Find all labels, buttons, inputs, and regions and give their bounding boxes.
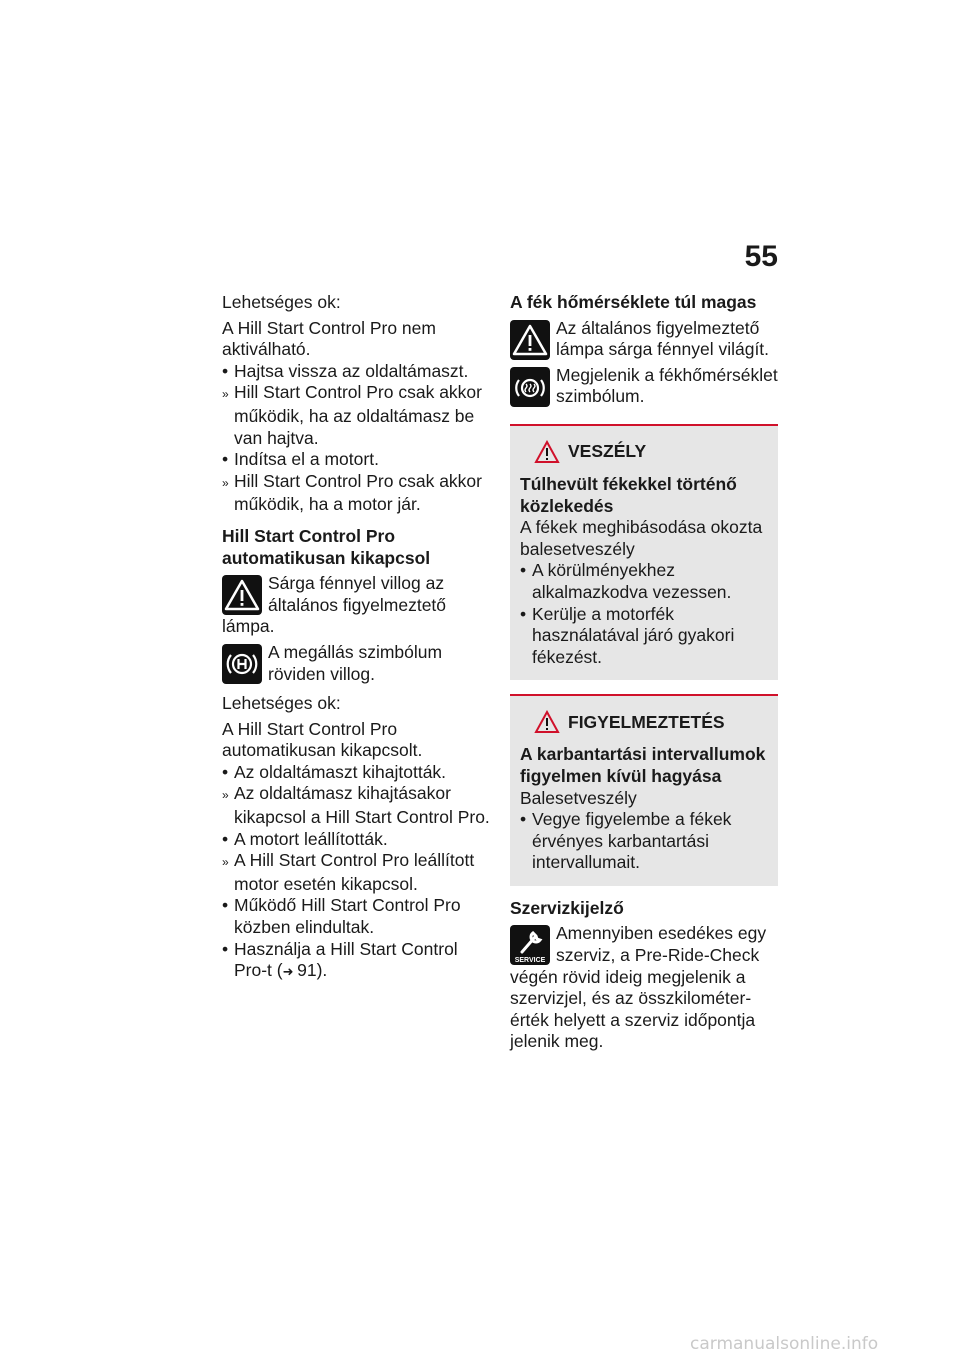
danger-title	[520, 440, 768, 464]
instruction-item: • Működő Hill Start Control Pro közben elindultak.	[222, 895, 490, 938]
hold-symbol-block	[222, 642, 490, 685]
instruction-item-with-reference	[222, 939, 490, 983]
page-reference-link[interactable]: 91	[297, 960, 317, 981]
cause-text: A Hill Start Control Pro automatikusan kikapcsolt.	[222, 718, 423, 761]
brake-temp-block	[510, 365, 778, 408]
service-wrench-icon	[510, 925, 550, 965]
brake-symbol-text: Megjelenik a fékhőmérséklet szimbólum.	[556, 364, 778, 407]
danger-triangle-icon	[534, 440, 560, 464]
causes-label: Lehetséges ok:	[222, 693, 341, 714]
warning-subtitle: A karbantartási intervallumok figyelmen kívül hagyása	[520, 744, 766, 786]
left-column	[222, 292, 490, 983]
result-item: » Hill Start Control Pro csak akkor működik, ha a motor jár.	[222, 471, 490, 516]
warning-light-block	[510, 318, 778, 361]
warning-light-text: Sárga fénnyel villog az általános figyelmeztető lámpa.	[222, 573, 447, 637]
warning-bullet: • Vegye figyelembe a fékek érvényes karbantartási intervallumait.	[520, 809, 768, 874]
reference-prefix: Használja a Hill Start Control Pro-t (	[234, 938, 458, 981]
danger-subtitle: Túlhevült fékekkel történő közlekedés	[520, 473, 737, 516]
service-text: Amennyiben esedékes egy szerviz, a Pre-Ride-Check végén rövid ideig megjelenik a szervizjel, és az összkilométer-érték helyett a szerviz időpontja jelenik meg.	[510, 923, 767, 1052]
danger-title-label: VESZÉLY	[568, 441, 647, 462]
result-item: » Az oldaltámasz kihajtásakor kikapcsol a Hill Start Control Pro.	[222, 783, 490, 828]
watermark: carmanualsonline.info	[690, 1334, 879, 1354]
warning-box	[510, 694, 778, 886]
warning-title	[520, 710, 768, 734]
danger-bullet: • Kerülje a motorfék használatával járó gyakori fékezést.	[520, 604, 768, 669]
section-heading: A fék hőmérséklete túl magas	[510, 292, 757, 312]
instruction-item: • Az oldaltámaszt kihajtották.	[222, 762, 490, 784]
instruction-item: • Indítsa el a motort.	[222, 449, 490, 471]
cause-text: A Hill Start Control Pro nem aktiválható.	[222, 317, 436, 360]
danger-bullet: • A körülményekhez alkalmazkodva vezessen.	[520, 560, 768, 603]
warning-text: Balesetveszély	[520, 787, 637, 808]
result-item: » A Hill Start Control Pro leállított motor esetén kikapcsol.	[222, 850, 490, 895]
danger-text: A fékek meghibásodása okozta balesetveszély	[520, 517, 763, 559]
result-item: » Hill Start Control Pro csak akkor működik, ha az oldaltámasz be van hajtva.	[222, 382, 490, 449]
hill-hold-icon	[222, 644, 262, 684]
general-warning-icon	[222, 575, 262, 615]
service-block	[510, 923, 778, 1053]
page-number: 55	[744, 240, 778, 273]
general-warning-icon	[510, 320, 550, 360]
warning-triangle-icon	[534, 710, 560, 734]
warning-title-label: FIGYELMEZTETÉS	[568, 711, 725, 732]
svg-text:SERVICE: SERVICE	[514, 957, 546, 965]
instruction-item: • Hajtsa vissza az oldaltámaszt.	[222, 361, 490, 383]
service-heading: Szervizkijelző	[510, 897, 624, 918]
danger-box	[510, 424, 778, 680]
right-column	[510, 292, 778, 1053]
warning-light-block	[222, 573, 490, 638]
causes-label: Lehetséges ok:	[222, 292, 341, 312]
hold-symbol-text: A megállás szimbólum röviden villog.	[268, 641, 443, 684]
instruction-item: • A motort leállították.	[222, 829, 490, 851]
section-heading: Hill Start Control Pro automatikusan kikapcsol	[222, 525, 431, 568]
brake-temperature-icon	[510, 367, 550, 407]
warning-light-text: Az általános figyelmeztető lámpa sárga fénnyel világít.	[556, 317, 770, 360]
page-reference-arrow-icon: ➜	[282, 964, 298, 980]
reference-suffix: ).	[316, 960, 328, 981]
